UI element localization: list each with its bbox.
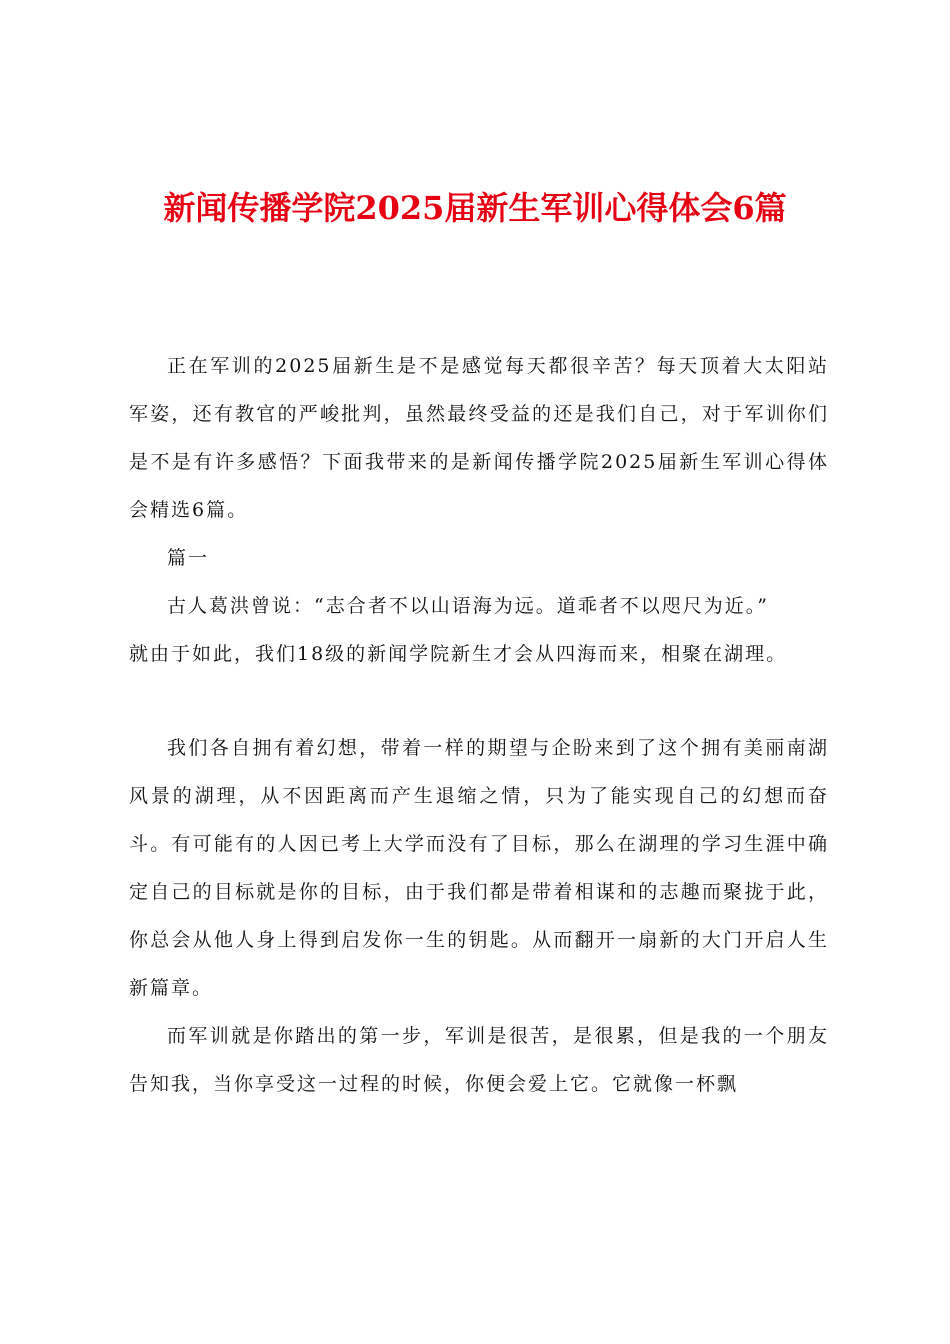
document-title: 新闻传播学院2025届新生军训心得体会6篇 [163, 189, 787, 227]
document-body [129, 342, 829, 1108]
body-paragraph: 我们各自拥有着幻想，带着一样的期望与企盼来到了这个拥有美丽南湖风景的湖理，从不因距离而产生退缩之情，只为了能实现自己的幻想而奋斗。有可能有的人因已考上大学而没有了目标，那么在湖理的学习生涯中确定自己的目标就是你的目标，由于我们都是带着相谋和的志趣而聚拢于此，你总会从他人身上得到启发你一生的钥匙。从而翻开一扇新的大门开启人生新篇章。 [129, 737, 829, 999]
quote-paragraph-continuation: 就由于如此，我们18级的新闻学院新生才会从四海而来，相聚在湖理。 [129, 643, 788, 665]
paragraph-spacer [129, 678, 829, 724]
body-paragraph: 而军训就是你踏出的第一步，军训是很苦，是很累，但是我的一个朋友告知我，当你享受这一过程的时候，你便会爱上它。它就像一杯飘 [129, 1025, 829, 1095]
section-heading: 篇一 [167, 547, 210, 569]
quote-paragraph-line: 古人葛洪曾说：“志合者不以山语海为远。道乖者不以咫尺为近。” [167, 595, 769, 617]
intro-paragraph: 正在军训的2025届新生是不是感觉每天都很辛苦？每天顶着大太阳站军姿，还有教官的严峻批判，虽然最终受益的还是我们自己，对于军训你们是不是有许多感悟？下面我带来的是新闻传播学院2025届新生军训心得体会精选6篇。 [129, 355, 829, 521]
